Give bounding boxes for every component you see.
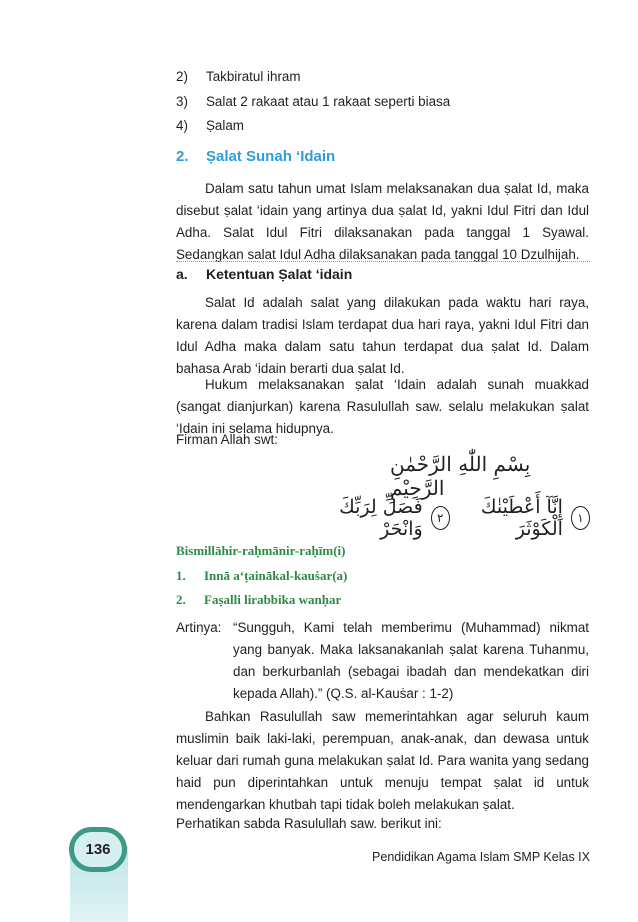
section-title: Ṣalat Sunah ‘Idain [206, 148, 336, 165]
translation-text: “Sungguh, Kami telah memberimu (Muhammad) nikmat yang banyak. Maka laksanakanlah ṣalat karena Tuhanmu, dan berkurbanlah (sebagai ibadah dan mendekatkan diri kepada Allah).” (Q.S. al-Kauṡar : 1-2) [233, 620, 589, 701]
subsection-title: Ketentuan Ṣalat ‘idain [206, 266, 353, 282]
paragraph-text: Dalam satu tahun umat Islam melaksanakan dua ṣalat Id, maka disebut ṣalat ‘idain yang artinya dua ṣalat Id, yakni Idul Fitri dan Idul Adha. Salat Idul Fitri dilaksanakan pada tanggal 1 Syawal. Sedangkan salat Idul Adha dilaksanakan pada tanggal 10 Dzulhijah. [176, 181, 589, 262]
transliteration-bismillah: Bismillāhir-raḥmānir-raḥīm(i) [176, 543, 346, 558]
translation-block [176, 617, 590, 707]
transliteration-line [176, 588, 341, 612]
ayah-1-arabic: إِنَّآ أَعْطَيْنٰكَ الْكَوْثَرَ [480, 496, 563, 540]
section-number: 2. [176, 148, 189, 165]
paragraph [176, 706, 589, 816]
paragraph [176, 292, 589, 380]
subsection-number: a. [176, 266, 188, 282]
ayah-number-2: ٢ [431, 506, 450, 530]
paragraph-text: Hukum melaksanakan ṣalat ‘Idain adalah sunah muakkad (sangat dianjurkan) karena Rasulullah saw. selalu melakukan ṣalat ‘Idain ini selama hidupnya. [176, 377, 589, 436]
section-heading [176, 148, 335, 165]
page-number: 136 [85, 841, 111, 858]
subsection-heading [176, 266, 352, 282]
translation-label: Artinya: [176, 620, 222, 635]
page-number-badge [69, 827, 127, 872]
paragraph-text: Bahkan Rasulullah saw memerintahkan agar seluruh kaum muslimin baik laki-laki, perempuan, anak-anak, dan dewasa untuk keluar dari rumah guna melakukan ṣalat Id. Para wanita yang sedang haid pun diperintahkan untuk menuju tempat ṣalat id untuk mendengarkan khutbah tapi tidak boleh melakukan ṣalat. [176, 709, 589, 812]
ayah-number-1: ١ [571, 506, 590, 530]
list-text: Takbiratul ihram [206, 69, 301, 84]
list-number: 4) [176, 118, 188, 133]
list-item [176, 67, 301, 87]
list-number: 3) [176, 94, 188, 109]
transliteration-text: Innā a‘ṭainākal-kauṡar(a) [204, 568, 348, 583]
paragraph-text: Salat Id adalah salat yang dilakukan pada waktu hari raya, karena dalam tradisi Islam terdapat dua hari raya, yakni Idul Fitri dan Idul Adha maka dalam satu tahun terdapat dua ṣalat Id. Dalam bahasa Arab ‘idain berarti dua ṣalat Id. [176, 295, 589, 376]
divider [176, 261, 590, 263]
basmalah-arabic: بِسْمِ اللّٰهِ الرَّحْمٰنِ الرَّحِيْمِ [390, 452, 531, 500]
paragraph [176, 178, 589, 266]
list-text: Ṣalam [206, 118, 244, 133]
transliteration-line [176, 564, 347, 588]
list-item [176, 116, 244, 136]
paragraph-closing: Perhatikan sabda Rasulullah saw. berikut ini: [176, 816, 442, 831]
page-footer: Pendidikan Agama Islam SMP Kelas IX [372, 850, 590, 864]
transliteration-number: 1. [176, 568, 186, 583]
transliteration-text: Faṣalli lirabbika wanḥar [204, 592, 342, 607]
arabic-verses [320, 498, 590, 538]
list-item [176, 92, 450, 112]
list-text: Salat 2 rakaat atau 1 rakaat seperti biasa [206, 94, 451, 109]
ayah-2-arabic: فَصَلِّ لِرَبِّكَ وَانْحَرْ [339, 496, 423, 540]
list-number: 2) [176, 69, 188, 84]
firman-label: Firman Allah swt: [176, 432, 278, 447]
transliteration-number: 2. [176, 592, 186, 607]
